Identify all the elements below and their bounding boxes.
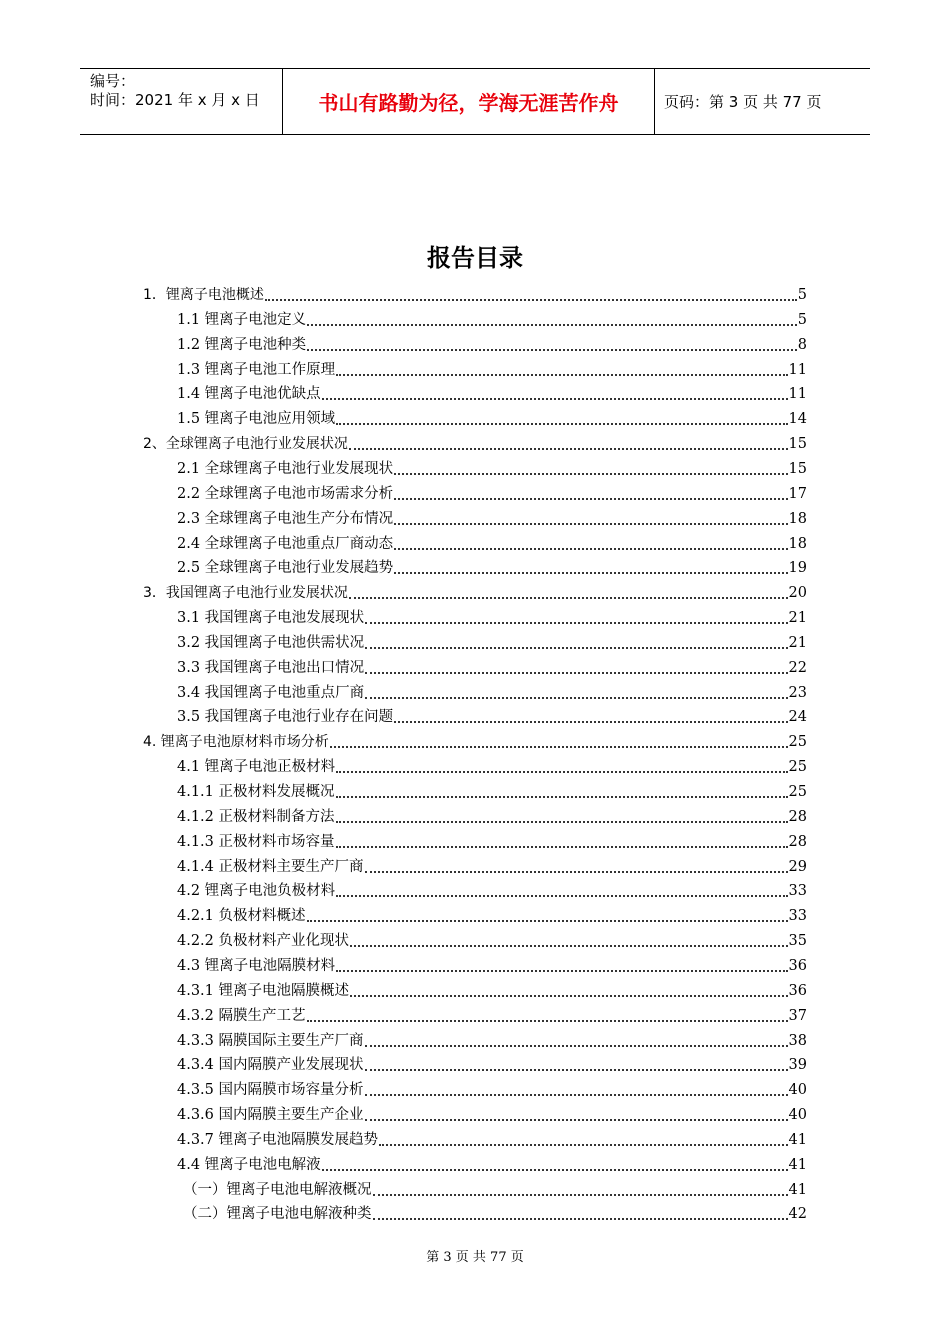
toc-dot-leader <box>394 548 787 550</box>
toc-dot-leader <box>349 448 788 450</box>
toc-entry-title: 4.2.1 负极材料概述 <box>177 908 306 924</box>
toc-entry-page-number: 33 <box>788 883 807 899</box>
toc-entry-title: 2.1 全球锂离子电池行业发展现状 <box>177 461 394 477</box>
toc-entry-title: 4.1.1 正极材料发展概况 <box>177 784 335 800</box>
toc-entry[interactable] <box>177 455 807 479</box>
toc-entry-page-number: 40 <box>788 1082 807 1098</box>
toc-entry-title: 2.5 全球锂离子电池行业发展趋势 <box>177 560 394 576</box>
toc-entry-title: 4.1 锂离子电池正极材料 <box>177 759 336 775</box>
toc-entry-page-number: 17 <box>788 486 807 502</box>
toc-entry-page-number: 15 <box>788 436 807 452</box>
toc-entry[interactable] <box>177 604 807 628</box>
header-motto: 书山有路勤为径，学海无涯苦作舟 <box>318 91 619 115</box>
toc-entry-title: 4.2 锂离子电池负极材料 <box>177 883 336 899</box>
toc-entry-title: 4.3.5 国内隔膜市场容量分析 <box>177 1082 364 1098</box>
toc-entry[interactable] <box>177 654 807 678</box>
toc-entry-title: 4.4 锂离子电池电解液 <box>177 1157 321 1173</box>
header-page-indicator: 页码：第 3 页 共 77 页 <box>664 93 822 111</box>
toc-entry-title: 4.1.3 正极材料市场容量 <box>177 834 335 850</box>
toc-entry[interactable] <box>177 331 807 355</box>
page-header <box>80 68 870 135</box>
toc-entry-page-number: 5 <box>797 312 807 328</box>
toc-entry[interactable] <box>183 1200 807 1224</box>
toc-entry-title: 2.3 全球锂离子电池生产分布情况 <box>177 511 394 527</box>
toc-entry[interactable] <box>177 554 807 578</box>
toc-entry-page-number: 14 <box>788 411 807 427</box>
toc-entry[interactable] <box>177 977 807 1001</box>
toc-entry-title: 4.1.4 正极材料主要生产厂商 <box>177 859 364 875</box>
toc-entry-page-number: 20 <box>788 585 807 601</box>
toc-dot-leader <box>330 746 788 748</box>
toc-entry-page-number: 33 <box>788 908 807 924</box>
toc-entry[interactable] <box>143 728 807 752</box>
toc-dot-leader <box>365 871 788 873</box>
toc-entry[interactable] <box>177 629 807 653</box>
toc-entry-page-number: 37 <box>788 1008 807 1024</box>
toc-dot-leader <box>394 498 787 500</box>
toc-entry[interactable] <box>177 1126 807 1150</box>
toc-entry-page-number: 15 <box>788 461 807 477</box>
toc-entry-title: （二）锂离子电池电解液种类 <box>183 1206 372 1222</box>
toc-dot-leader <box>365 672 787 674</box>
toc-entry-title: 1.4 锂离子电池优缺点 <box>177 386 321 402</box>
toc-entry-page-number: 18 <box>788 511 807 527</box>
toc-entry[interactable] <box>177 405 807 429</box>
toc-dot-leader <box>307 920 788 922</box>
toc-entry[interactable] <box>177 753 807 777</box>
toc-dot-leader <box>336 821 788 823</box>
page-footer: 第 3 页 共 77 页 <box>426 1250 524 1265</box>
toc-entry[interactable] <box>177 803 807 827</box>
toc-entry-title: 2.4 全球锂离子电池重点厂商动态 <box>177 536 394 552</box>
toc-entry-title: 4.3.7 锂离子电池隔膜发展趋势 <box>177 1132 379 1148</box>
toc-dot-leader <box>336 374 787 376</box>
toc-entry-page-number: 23 <box>788 685 807 701</box>
toc-entry-page-number: 40 <box>788 1107 807 1123</box>
toc-entry[interactable] <box>177 877 807 901</box>
toc-dot-leader <box>394 721 787 723</box>
toc-entry-page-number: 22 <box>788 660 807 676</box>
toc-entry[interactable] <box>177 1051 807 1075</box>
toc-dot-leader <box>336 771 787 773</box>
toc-dot-leader <box>350 995 788 997</box>
toc-entry-title: 4.3.1 锂离子电池隔膜概述 <box>177 983 350 999</box>
toc-entry-page-number: 25 <box>788 759 807 775</box>
toc-dot-leader <box>394 523 787 525</box>
toc-entry-page-number: 21 <box>788 610 807 626</box>
toc-entry[interactable] <box>177 1002 807 1026</box>
toc-entry-page-number: 42 <box>788 1206 807 1222</box>
toc-entry-page-number: 5 <box>797 287 807 303</box>
toc-entry-page-number: 11 <box>788 362 807 378</box>
toc-entry-title: 1.3 锂离子电池工作原理 <box>177 362 336 378</box>
toc-dot-leader <box>322 1169 788 1171</box>
toc-dot-leader <box>365 622 787 624</box>
toc-dot-leader <box>336 796 788 798</box>
toc-dot-leader <box>336 970 787 972</box>
toc-dot-leader <box>349 597 788 599</box>
toc-entry[interactable] <box>177 1076 807 1100</box>
toc-dot-leader <box>365 1069 788 1071</box>
toc-entry-title: 1．锂离子电池概述 <box>143 287 264 303</box>
toc-dot-leader <box>373 1194 788 1196</box>
toc-dot-leader <box>379 1144 788 1146</box>
toc-entry-title: 2、全球锂离子电池行业发展状况 <box>143 436 348 452</box>
toc-entry-title: 4.3.6 国内隔膜主要生产企业 <box>177 1107 364 1123</box>
toc-entry[interactable] <box>183 1176 807 1200</box>
toc-dot-leader <box>265 299 797 301</box>
toc-entry[interactable] <box>177 952 807 976</box>
toc-entry[interactable] <box>177 530 807 554</box>
toc-entry-title: 4.3 锂离子电池隔膜材料 <box>177 958 336 974</box>
toc-entry-title: 4.3.3 隔膜国际主要生产厂商 <box>177 1033 364 1049</box>
toc-entry-page-number: 36 <box>788 958 807 974</box>
toc-entry-title: 2.2 全球锂离子电池市场需求分析 <box>177 486 394 502</box>
toc-dot-leader <box>365 1045 788 1047</box>
toc-entry[interactable] <box>177 1101 807 1125</box>
toc-entry-page-number: 36 <box>788 983 807 999</box>
toc-entry-page-number: 25 <box>788 784 807 800</box>
toc-entry-page-number: 21 <box>788 635 807 651</box>
toc-entry-title: 1.2 锂离子电池种类 <box>177 337 307 353</box>
toc-dot-leader <box>336 846 788 848</box>
toc-dot-leader <box>365 1094 788 1096</box>
toc-entry-page-number: 41 <box>788 1157 807 1173</box>
toc-entry-page-number: 25 <box>788 734 807 750</box>
toc-entry[interactable] <box>177 679 807 703</box>
toc-entry-page-number: 24 <box>788 709 807 725</box>
toc-entry-title: 3.3 我国锂离子电池出口情况 <box>177 660 365 676</box>
toc-entry[interactable] <box>177 828 807 852</box>
document-date-label: 时间：2021 年 x 月 x 日 <box>90 91 260 109</box>
toc-entry-page-number: 35 <box>788 933 807 949</box>
toc-dot-leader <box>350 945 788 947</box>
toc-entry-title: 3．我国锂离子电池行业发展状况 <box>143 585 348 601</box>
toc-entry-title: 1.1 锂离子电池定义 <box>177 312 307 328</box>
toc-entry[interactable] <box>177 1151 807 1175</box>
toc-entry[interactable] <box>177 1027 807 1051</box>
toc-entry-page-number: 8 <box>797 337 807 353</box>
toc-entry-title: 1.5 锂离子电池应用领域 <box>177 411 336 427</box>
toc-dot-leader <box>373 1218 788 1220</box>
report-title: 报告目录 <box>427 244 523 272</box>
toc-entry[interactable] <box>177 927 807 951</box>
toc-entry[interactable] <box>177 480 807 504</box>
toc-dot-leader <box>307 324 797 326</box>
toc-entry-title: 3.1 我国锂离子电池发展现状 <box>177 610 365 626</box>
toc-dot-leader <box>365 1119 788 1121</box>
toc-entry-title: 3.2 我国锂离子电池供需状况 <box>177 635 365 651</box>
toc-entry-page-number: 39 <box>788 1057 807 1073</box>
toc-entry[interactable] <box>143 281 807 305</box>
toc-entry-title: 3.4 我国锂离子电池重点厂商 <box>177 685 365 701</box>
toc-entry-title: 4.1.2 正极材料制备方法 <box>177 809 335 825</box>
toc-dot-leader <box>336 895 787 897</box>
toc-entry[interactable] <box>177 505 807 529</box>
header-page-cell <box>655 69 870 134</box>
toc-entry-title: 4.3.4 国内隔膜产业发展现状 <box>177 1057 364 1073</box>
toc-dot-leader <box>394 572 787 574</box>
toc-entry-page-number: 28 <box>788 809 807 825</box>
toc-dot-leader <box>336 423 787 425</box>
toc-entry[interactable] <box>177 853 807 877</box>
toc-entry-title: 3.5 我国锂离子电池行业存在问题 <box>177 709 394 725</box>
toc-entry[interactable] <box>177 380 807 404</box>
toc-entry-title: 4. 锂离子电池原材料市场分析 <box>143 734 329 750</box>
toc-entry-page-number: 38 <box>788 1033 807 1049</box>
toc-entry-page-number: 28 <box>788 834 807 850</box>
toc-dot-leader <box>365 647 787 649</box>
toc-entry-title: 4.3.2 隔膜生产工艺 <box>177 1008 306 1024</box>
toc-entry-title: （一）锂离子电池电解液概况 <box>183 1182 372 1198</box>
toc-entry-page-number: 19 <box>788 560 807 576</box>
toc-entry[interactable] <box>177 902 807 926</box>
toc-entry[interactable] <box>143 579 807 603</box>
toc-dot-leader <box>307 1020 788 1022</box>
toc-entry[interactable] <box>177 703 807 727</box>
toc-entry[interactable] <box>177 356 807 380</box>
toc-dot-leader <box>307 349 797 351</box>
toc-entry[interactable] <box>177 306 807 330</box>
toc-entry-page-number: 18 <box>788 536 807 552</box>
toc-entry-page-number: 11 <box>788 386 807 402</box>
header-motto-cell <box>282 69 655 134</box>
toc-entry[interactable] <box>143 430 807 454</box>
toc-entry-page-number: 41 <box>788 1132 807 1148</box>
header-meta-cell <box>80 69 282 134</box>
toc-dot-leader <box>322 398 788 400</box>
toc-entry[interactable] <box>177 778 807 802</box>
toc-dot-leader <box>394 473 787 475</box>
toc-entry-page-number: 29 <box>788 859 807 875</box>
toc-entry-page-number: 41 <box>788 1182 807 1198</box>
toc-entry-title: 4.2.2 负极材料产业化现状 <box>177 933 350 949</box>
document-number-label: 编号： <box>90 72 136 90</box>
toc-dot-leader <box>365 697 787 699</box>
